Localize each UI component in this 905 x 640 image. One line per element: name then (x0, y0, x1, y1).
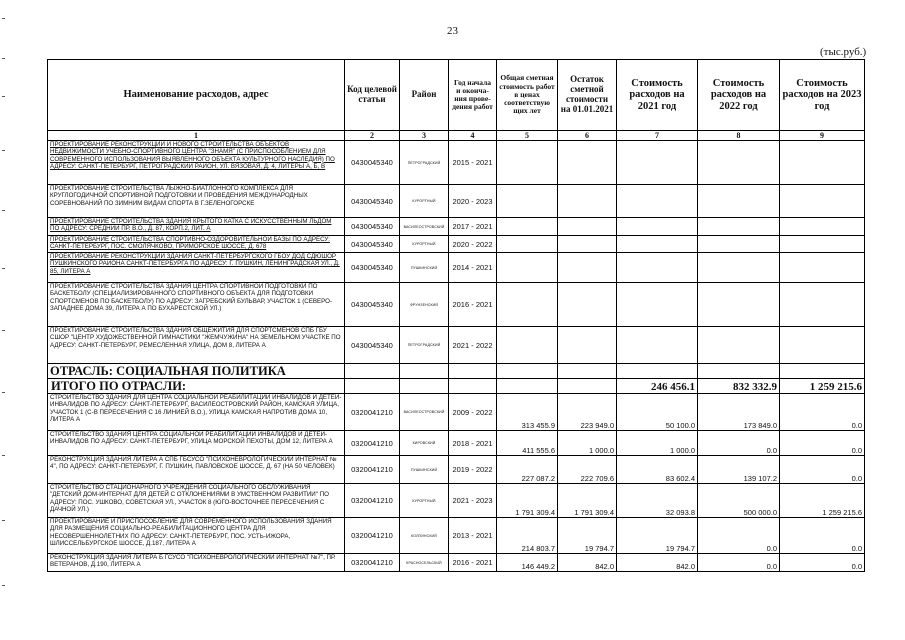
row-code: 0430045340 (345, 236, 400, 253)
row-district: КОЛПИНСКИЙ (400, 518, 449, 554)
row-cost-2022: 139 107.2 (698, 456, 780, 484)
total-cost-2023: 1 259 215.6 (780, 379, 865, 394)
row-cost-2021: 19 794.7 (617, 518, 698, 554)
header-cost-2023: Стоимость расходов на 2023 год (780, 60, 865, 131)
sector-row (48, 364, 865, 379)
row-period: 2021 - 2022 (449, 327, 497, 364)
row-cost-2022: 173 849.0 (698, 394, 780, 431)
row-remainder: 19 794.7 (558, 518, 617, 554)
row-period: 2016 - 2021 (449, 554, 497, 572)
header-district: Район (400, 60, 449, 131)
table-row (48, 236, 865, 253)
header-total-cost: Общая сметная стоимость работ в ценах соответствую щих лет (497, 60, 558, 131)
row-code: 0430045340 (345, 283, 400, 327)
table-row (48, 327, 865, 364)
row-cost-2021: 842.0 (617, 554, 698, 572)
table-row (48, 518, 865, 554)
row-district: ВАСИЛЕОСТРОВСКИЙ (400, 218, 449, 236)
row-name: СТРОИТЕЛЬСТВО СТАЦИОНАРНОГО УЧРЕЖДЕНИЯ СОЦИАЛЬНОГО ОБСЛУЖИВАНИЯ "ДЕТСКИЙ ДОМ-ИНТЕРНАТ ДЛЯ ДЕТЕЙ С ОТКЛОНЕНИЯМИ В УМСТВЕННОМ РАЗВИТИИ" ПО АДРЕСУ: ПОС. УШКОВО, СОВЕТСКАЯ УЛ., УЧАСТОК 8 (ЮГО-ВОСТОЧНЕЕ ПЕРЕСЕЧЕНИЯ С ДАЧНОЙ УЛ.) (48, 484, 345, 518)
row-cost-2023: 0.0 (780, 394, 865, 431)
row-name: ПРОЕКТИРОВАНИЕ СТРОИТЕЛЬСТВА ЗДАНИЯ КРЫТОГО КАТКА С ИСКУССТВЕННЫМ ЛЬДОМ ПО АДРЕСУ: СРЕДНИЙ ПР. В.О., Д. 87, КОРП.2, ЛИТ. А (48, 218, 345, 236)
column-number-row (48, 131, 865, 141)
row-name: РЕКОНСТРУКЦИЯ ЗДАНИЯ ЛИТЕРА Б ГСУСО "ПСИХОНЕВРОЛОГИЧЕСКИЙ ИНТЕРНАТ №7", ПР. ВЕТЕРАНОВ, Д.190, ЛИТЕРА А (48, 554, 345, 572)
row-name: СТРОИТЕЛЬСТВО ЗДАНИЯ ДЛЯ ЦЕНТРА СОЦИАЛЬНОЙ РЕАБИЛИТАЦИИ ИНВАЛИДОВ И ДЕТЕЙ-ИНВАЛИДОВ ПО АДРЕСУ: САНКТ-ПЕТЕРБУРГ, ВАСИЛЕОСТРОВСКИЙ РАЙОН, КАМСКАЯ УЛИЦА, УЧАСТОК 1 (С-В ПЕРЕСЕЧЕНИЯ С 16 ЛИНИЕЙ В.О.), УЛИЦА КАМСКАЯ НАПРОТИВ ДОМА 10, ЛИТЕРА А (48, 394, 345, 431)
row-cost-2023: 1 259 215.6 (780, 484, 865, 518)
row-cost-2022: 0.0 (698, 431, 780, 456)
row-total-cost: 146 449.2 (497, 554, 558, 572)
row-district: КУРОРТНЫЙ (400, 484, 449, 518)
row-total-cost: 313 455.9 (497, 394, 558, 431)
units-label: (тыс.руб.) (820, 46, 867, 58)
row-name: ПРОЕКТИРОВАНИЕ И ПРИСПОСОБЛЕНИЕ ДЛЯ СОВРЕМЕННОГО ИСПОЛЬЗОВАНИЯ ЗДАНИЯ ДЛЯ РАЗМЕЩЕНИЯ СОЦИАЛЬНО-РЕАБИЛИТАЦИОННОГО ЦЕНТРА ДЛЯ НЕСОВЕРШЕННОЛЕТНИХ ПО АДРЕСУ: САНКТ-ПЕТЕРБУРГ, ПОС. УСТЬ-ИЖОРА, ШЛИССЕЛЬБУРГСКОЕ ШОССЕ, Д.187, ЛИТЕРА А (48, 518, 345, 554)
header-row (48, 60, 865, 131)
row-district: ПУШКИНСКИЙ (400, 253, 449, 283)
row-total-cost: 1 791 309.4 (497, 484, 558, 518)
row-total-cost: 214 803.7 (497, 518, 558, 554)
row-remainder: 1 791 309.4 (558, 484, 617, 518)
table-row (48, 185, 865, 218)
column-number: 9 (780, 131, 865, 141)
row-cost-2023: 0.0 (780, 456, 865, 484)
row-district: КРАСНОСЕЛЬСКИЙ (400, 554, 449, 572)
row-district: ВАСИЛЕОСТРОВСКИЙ (400, 394, 449, 431)
row-district: ФРУНЗЕНСКИЙ (400, 283, 449, 327)
row-district: ПЕТРОГРАДСКИЙ (400, 327, 449, 364)
table-row (48, 218, 865, 236)
row-total-cost: 411 555.6 (497, 431, 558, 456)
row-name: ПРОЕКТИРОВАНИЕ СТРОИТЕЛЬСТВА СПОРТИВНО-ОЗДОРОВИТЕЛЬНОЙ БАЗЫ ПО АДРЕСУ: САНКТ-ПЕТЕРБУРГ, ПОС. СМОЛЯЧКОВО, ПРИМОРСКОЕ ШОССЕ, Д. 678 (48, 236, 345, 253)
page-number: 23 (447, 25, 458, 37)
row-period: 2015 - 2021 (449, 141, 497, 185)
row-district: ПУШКИНСКИЙ (400, 456, 449, 484)
table-row (48, 484, 865, 518)
row-period: 2018 - 2021 (449, 431, 497, 456)
table-row (48, 141, 865, 185)
header-cost-2021: Стоимость расходов на 2021 год (617, 60, 698, 131)
row-cost-2021: 50 100.0 (617, 394, 698, 431)
sector-label: ОТРАСЛЬ: СОЦИАЛЬНАЯ ПОЛИТИКА (48, 364, 345, 379)
row-name: ПРОЕКТИРОВАНИЕ РЕКОНСТРУКЦИИ И НОВОГО СТРОИТЕЛЬСТВА ОБЪЕКТОВ НЕДВИЖИМОСТИ УЧЕБНО-СПОРТИВНОГО ЦЕНТРА "ЗНАМЯ" (С ПРИСПОСОБЛЕНИЕМ ДЛЯ СОВРЕМЕННОГО ИСПОЛЬЗОВАНИЯ ВЫЯВЛЕННОГО ОБЪЕКТА КУЛЬТУРНОГО НАСЛЕДИЯ) ПО АДРЕСУ: САНКТ-ПЕТЕРБУРГ, ПЕТРОГРАДСКИЙ РАЙОН, УЛ. ВЯЗОВАЯ, Д. 4, ЛИТЕРЫ А, Б, В (48, 141, 345, 185)
row-code: 0430045340 (345, 218, 400, 236)
row-total-cost: 227 087.2 (497, 456, 558, 484)
table-row (48, 431, 865, 456)
column-number: 3 (400, 131, 449, 141)
total-cost-2022: 832 332.9 (698, 379, 780, 394)
row-district: ПЕТРОГРАДСКИЙ (400, 141, 449, 185)
table-row (48, 283, 865, 327)
row-remainder: 842.0 (558, 554, 617, 572)
binding-marks (0, 0, 10, 640)
row-name: СТРОИТЕЛЬСТВО ЗДАНИЯ ЦЕНТРА СОЦИАЛЬНОЙ РЕАБИЛИТАЦИИ ИНВАЛИДОВ И ДЕТЕЙ-ИНВАЛИДОВ ПО АДРЕСУ: САНКТ-ПЕТЕРБУРГ, УЛИЦА МОРСКОЙ ПЕХОТЫ, ДОМ 12, ЛИТЕРА А (48, 431, 345, 456)
row-period: 2014 - 2021 (449, 253, 497, 283)
row-period: 2019 - 2022 (449, 456, 497, 484)
row-code: 0430045340 (345, 185, 400, 218)
table-row (48, 394, 865, 431)
row-district: КУРОРТНЫЙ (400, 236, 449, 253)
total-row (48, 379, 865, 394)
total-cost-2021: 246 456.1 (617, 379, 698, 394)
row-code: 0430045340 (345, 253, 400, 283)
row-period: 2016 - 2021 (449, 283, 497, 327)
row-code: 0320041210 (345, 394, 400, 431)
column-number: 6 (558, 131, 617, 141)
row-cost-2023: 0.0 (780, 518, 865, 554)
budget-table (47, 59, 865, 572)
row-code: 0320041210 (345, 431, 400, 456)
row-code: 0320041210 (345, 554, 400, 572)
row-period: 2009 - 2022 (449, 394, 497, 431)
row-name: ПРОЕКТИРОВАНИЕ СТРОИТЕЛЬСТВА ЗДАНИЯ ОБЩЕЖИТИЯ ДЛЯ СПОРТСМЕНОВ СПБ ГБУ СШОР "ЦЕНТР ХУДОЖЕСТВЕННОЙ ГИМНАСТИКИ "ЖЕМЧУЖИНА" НА ЗЕМЕЛЬНОМ УЧАСТКЕ ПО АДРЕСУ: САНКТ-ПЕТЕРБУРГ, РЕМЕСЛЕННАЯ УЛИЦА, ДОМ 8, ЛИТЕРА А (48, 327, 345, 364)
table-row (48, 554, 865, 572)
row-name: ПРОЕКТИРОВАНИЕ СТРОИТЕЛЬСТВА ЗДАНИЯ ЦЕНТРА СПОРТИВНОЙ ПОДГОТОВКИ ПО БАСКЕТБОЛУ (СПЕЦИАЛИЗИРОВАННОГО СПОРТИВНОГО ОБЪЕКТА ДЛЯ ПОДГОТОВКИ СПОРТСМЕНОВ ПО БАСКЕТБОЛУ) ПО АДРЕСУ: ЗАГРЕБСКИЙ БУЛЬВАР, УЧАСТОК 1 (СЕВЕРО-ЗАПАДНЕЕ ДОМА 39, ЛИТЕРА А ПО БУХАРЕСТСКОЙ УЛ.) (48, 283, 345, 327)
column-number: 5 (497, 131, 558, 141)
row-name: ПРОЕКТИРОВАНИЕ СТРОИТЕЛЬСТВА ЛЫЖНО-БИАТЛОННОГО КОМПЛЕКСА ДЛЯ КРУГЛОГОДИЧНОЙ СПОРТИВНОЙ ПОДГОТОВКИ И ПРОВЕДЕНИЯ МЕЖДУНАРОДНЫХ СОРЕВНОВАНИЙ ПО ЗИМНИМ ВИДАМ СПОРТА В Г.ЗЕЛЕНОГОРСКЕ (48, 185, 345, 218)
row-cost-2022: 0.0 (698, 554, 780, 572)
row-period: 2013 - 2021 (449, 518, 497, 554)
row-name: РЕКОНСТРУКЦИЯ ЗДАНИЯ ЛИТЕРА А СПБ ГБСУСО "ПСИХОНЕВРОЛОГИЧЕСКИЙ ИНТЕРНАТ № 4", ПО АДРЕСУ: САНКТ-ПЕТЕРБУРГ, Г. ПУШКИН, ПАВЛОВСКОЕ ШОССЕ, Д. 67 (НА 50 ЧЕЛОВЕК) (48, 456, 345, 484)
row-cost-2021: 83 602.4 (617, 456, 698, 484)
row-period: 2021 - 2023 (449, 484, 497, 518)
row-cost-2021: 32 093.8 (617, 484, 698, 518)
row-remainder: 223 949.0 (558, 394, 617, 431)
column-number: 4 (449, 131, 497, 141)
row-code: 0320041210 (345, 484, 400, 518)
row-code: 0430045340 (345, 327, 400, 364)
row-district: КУРОРТНЫЙ (400, 185, 449, 218)
row-cost-2022: 500 000.0 (698, 484, 780, 518)
row-remainder: 222 709.6 (558, 456, 617, 484)
column-number: 8 (698, 131, 780, 141)
row-remainder: 1 000.0 (558, 431, 617, 456)
row-cost-2021: 1 000.0 (617, 431, 698, 456)
total-label: ИТОГО ПО ОТРАСЛИ: (48, 379, 345, 394)
row-cost-2022: 0.0 (698, 518, 780, 554)
column-number: 1 (48, 131, 345, 141)
row-period: 2020 - 2023 (449, 185, 497, 218)
row-period: 2017 - 2021 (449, 218, 497, 236)
column-number: 7 (617, 131, 698, 141)
row-code: 0430045340 (345, 141, 400, 185)
header-remainder: Остаток сметной стоимости на 01.01.2021 (558, 60, 617, 131)
header-period: Год начала и оконча-ния прове-дения работ (449, 60, 497, 131)
header-code: Код целевой статьи (345, 60, 400, 131)
row-code: 0320041210 (345, 518, 400, 554)
row-name: ПРОЕКТИРОВАНИЕ РЕКОНСТРУКЦИИ ЗДАНИЯ САНКТ-ПЕТЕРБУРГСКОГО ГБОУ ДОД СДЮШОР ПУШКИНСКОГО РАЙОНА САНКТ-ПЕТЕРБУРГА ПО АДРЕСУ: Г. ПУШКИН, ЛЕНИНГРАДСКАЯ УЛ., Д. 85, ЛИТЕРА А (48, 253, 345, 283)
header-cost-2022: Стоимость расходов на 2022 год (698, 60, 780, 131)
row-cost-2023: 0.0 (780, 431, 865, 456)
table-row (48, 456, 865, 484)
row-code: 0320041210 (345, 456, 400, 484)
table-row (48, 253, 865, 283)
column-number: 2 (345, 131, 400, 141)
row-district: КИРОВСКИЙ (400, 431, 449, 456)
row-cost-2023: 0.0 (780, 554, 865, 572)
header-name: Наименование расходов, адрес (48, 60, 345, 131)
row-period: 2020 - 2022 (449, 236, 497, 253)
